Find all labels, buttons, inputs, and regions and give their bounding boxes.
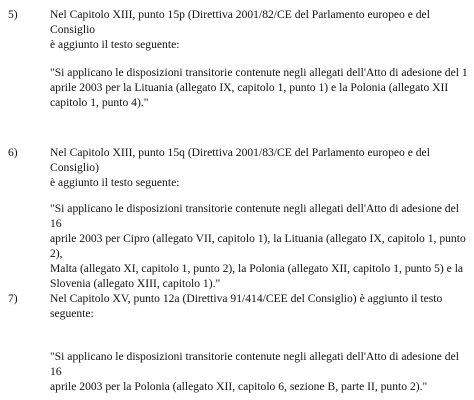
- item-intro: Nel Capitolo XIII, punto 15q (Direttiva 2001/83/CE del Parlamento europeo e del Consiglio) è aggiunto il testo seguente:: [50, 146, 430, 189]
- item-quote: "Si applicano le disposizioni transitorie contenute negli allegati dell'Atto di adesione del 16 aprile 2003 per la Polonia (allegato XII, capitolo 6, sezione B, parte II, punto 2).": [50, 350, 459, 393]
- item-number: 7): [8, 292, 18, 305]
- item-intro: Nel Capitolo XV, punto 12a (Direttiva 91/414/CEE del Consiglio) è aggiunto il testo seguente:: [50, 292, 443, 320]
- item-intro: Nel Capitolo XIII, punto 15p (Direttiva 2001/82/CE del Parlamento europeo e del Consiglio è aggiunto il testo seguente:: [50, 8, 430, 51]
- item-quote: "Si applicano le disposizioni transitorie contenute negli allegati dell'Atto di adesione del 1 aprile 2003 per la Lituania (allegato IX, capitolo 1, punto 1) e la Polonia (allegato XII capitolo 1, punto 4).": [50, 66, 468, 109]
- item-number: 6): [8, 146, 18, 159]
- item-number: 5): [8, 8, 18, 21]
- item-quote: "Si applicano le disposizioni transitorie contenute negli allegati dell'Atto di adesione del 16 aprile 2003 per Cipro (allegato VII, capitolo 1), la Lituania (allegato IX, capitolo 1, punto 2), Malta (allegato XI, capitolo 1, punto 2), la Polonia (allegato XII, capitolo 1, punto 5) e la Slovenia (allegato XIII, capitolo 1).": [50, 202, 466, 290]
